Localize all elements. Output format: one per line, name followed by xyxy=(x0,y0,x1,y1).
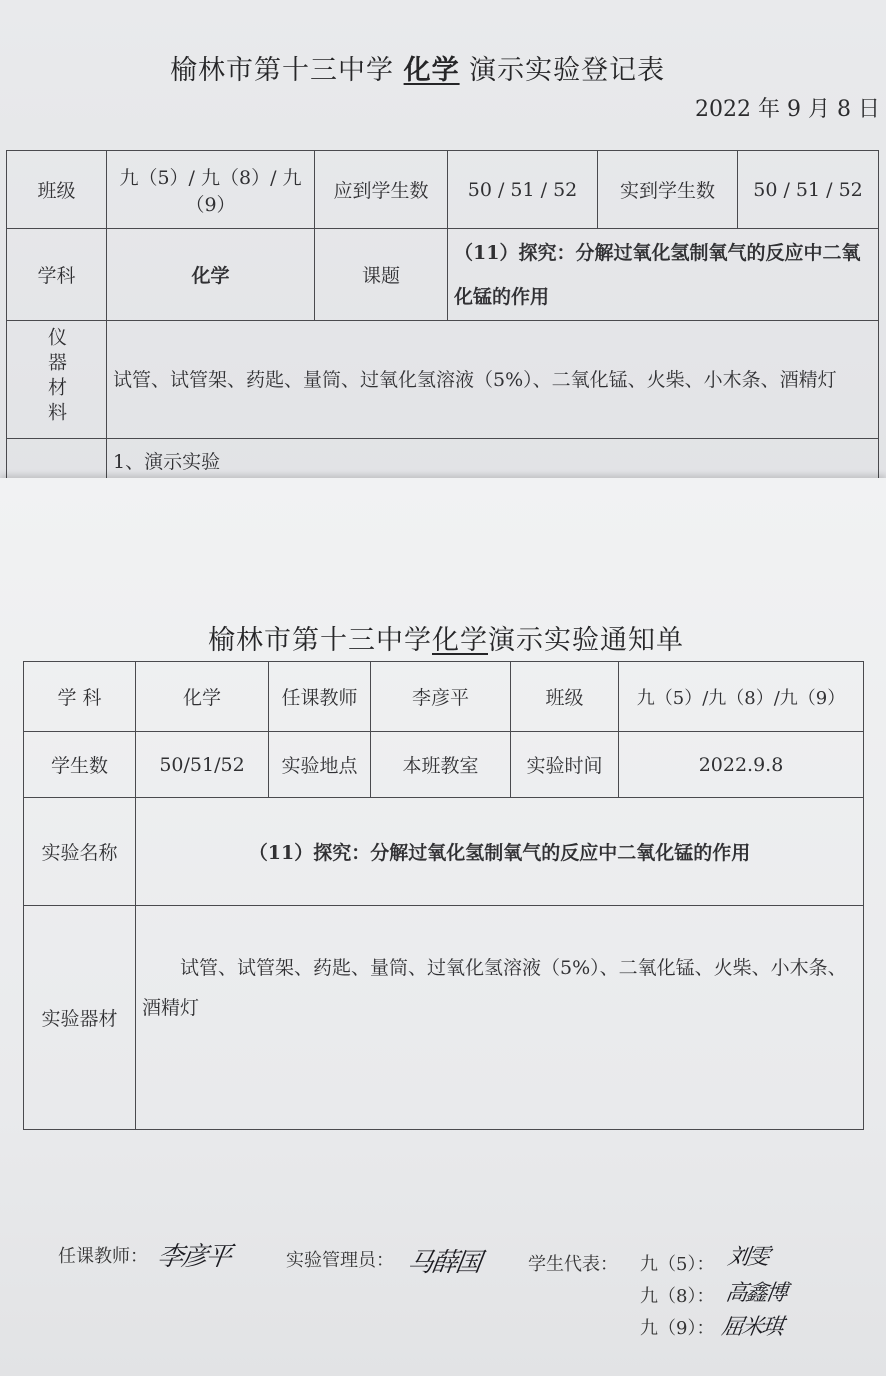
table-row xyxy=(24,906,864,1130)
materials-label: 仪器材料 xyxy=(45,327,67,427)
rep2-signature: 高鑫博 xyxy=(723,1281,788,1306)
subject-label: 学 科 xyxy=(24,662,136,732)
place-label: 实验地点 xyxy=(269,732,371,798)
admin-signature: 马薛国 xyxy=(405,1248,482,1278)
expected-value: 50 / 51 / 52 xyxy=(448,151,598,229)
equipment-label: 实验器材 xyxy=(24,906,136,1130)
name-value: （11）探究：分解过氧化氢制氧气的反应中二氧化锰的作用 xyxy=(136,798,864,906)
teacher-sign-label: 任课教师： xyxy=(58,1246,148,1267)
notice-sheet xyxy=(0,478,886,1376)
students-value: 50/51/52 xyxy=(136,732,269,798)
actual-value: 50 / 51 / 52 xyxy=(738,151,879,229)
subject-value: 化学 xyxy=(107,229,315,321)
equipment-value: 试管、试管架、药匙、量筒、过氧化氢溶液（5%）、二氧化锰、火柴、小木条、酒精灯 xyxy=(136,906,864,1130)
table-row xyxy=(7,321,879,439)
time-value: 2022.9.8 xyxy=(619,732,864,798)
admin-sign-label: 实验管理员： xyxy=(286,1250,394,1271)
rep2-class: 九（8）： xyxy=(640,1286,715,1307)
title-prefix: 榆林市第十三中学 xyxy=(170,55,404,86)
notice-title xyxy=(208,618,684,657)
topic-value: （11）探究：分解过氧化氢制氧气的反应中二氧化锰的作用 xyxy=(448,229,879,321)
registration-date: 2022 年 9 月 8 日 xyxy=(695,97,880,122)
rep3-signature: 屈米琪 xyxy=(719,1315,784,1340)
subject-label: 学科 xyxy=(7,229,107,321)
procedure-value: 1、演示实验 xyxy=(107,439,879,499)
teacher-value: 李彦平 xyxy=(371,662,511,732)
rep1-signature: 刘雯 xyxy=(725,1245,770,1270)
class-label: 班级 xyxy=(7,151,107,229)
topic-label: 课题 xyxy=(315,229,448,321)
place-value: 本班教室 xyxy=(371,732,511,798)
table-row xyxy=(7,151,879,229)
students-label: 学生数 xyxy=(24,732,136,798)
class-value: 九（5）/ 九（8）/ 九（9） xyxy=(107,151,315,229)
table-row xyxy=(24,732,864,798)
class-value: 九（5）/九（8）/九（9） xyxy=(619,662,864,732)
registration-sheet xyxy=(0,0,886,482)
rep-sign-label: 学生代表： xyxy=(528,1254,618,1275)
title-subject: 化学 xyxy=(403,55,460,86)
subject-value: 化学 xyxy=(136,662,269,732)
teacher-signature: 李彦平 xyxy=(155,1242,232,1272)
title-suffix: 演示实验通知单 xyxy=(488,625,684,656)
registration-title xyxy=(170,48,665,87)
rep1-class: 九（5）： xyxy=(640,1254,715,1275)
teacher-label: 任课教师 xyxy=(269,662,371,732)
class-label: 班级 xyxy=(511,662,619,732)
time-label: 实验时间 xyxy=(511,732,619,798)
title-suffix: 演示实验登记表 xyxy=(459,55,666,86)
materials-value: 试管、试管架、药匙、量筒、过氧化氢溶液（5%）、二氧化锰、火柴、小木条、酒精灯 xyxy=(107,321,879,439)
registration-table xyxy=(6,150,879,499)
title-subject: 化学 xyxy=(432,625,488,656)
table-row xyxy=(24,798,864,906)
table-row xyxy=(7,229,879,321)
title-prefix: 榆林市第十三中学 xyxy=(208,625,432,656)
table-row xyxy=(24,662,864,732)
expected-label: 应到学生数 xyxy=(315,151,448,229)
rep3-class: 九（9）： xyxy=(640,1318,715,1339)
notice-table xyxy=(23,661,864,1130)
actual-label: 实到学生数 xyxy=(598,151,738,229)
name-label: 实验名称 xyxy=(24,798,136,906)
